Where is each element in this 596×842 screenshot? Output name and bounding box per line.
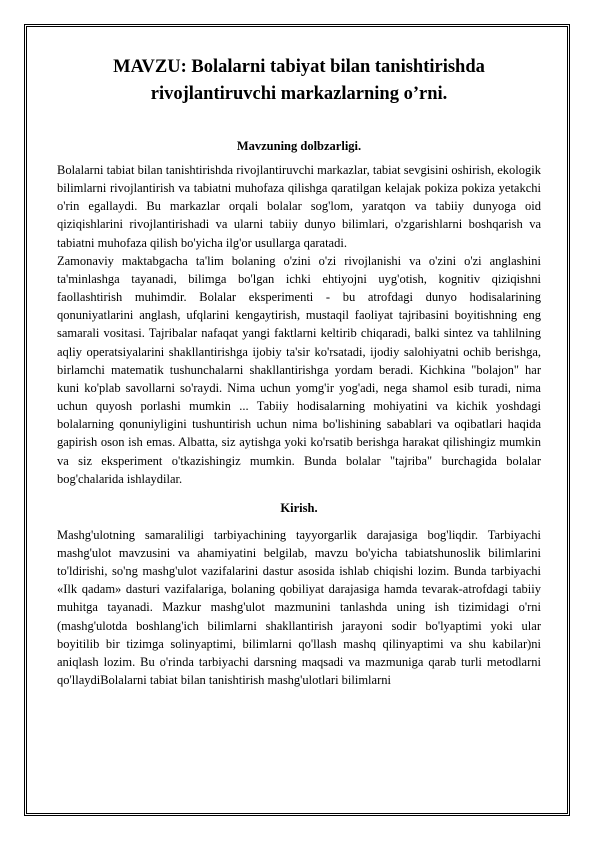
section-heading-relevance: Mavzuning dolbzarligi. xyxy=(236,139,362,153)
paragraph-modern-education: Zamonaviy maktabgacha ta'lim bolaning o'zini o'zi rivojlanishi va o'zini o'zi anglashini ta'minlashga tayanadi, bilimga bo'lgan ichki ehtiyojni uyg'otish, kognitiv qiziqishni faollashtirish muhimdir. Bolalar eksperimenti - bu atrofdagi dunyo hodisalarining qonuniyatlarini anglash, ufqlarini kengaytirish, mustaqil faoliyat tajribasini boyitishning eng samarali vositasi. Tajribalar nafaqat yangi faktlarni keltirib chiqaradi, balki sintez va tahlilning aqliy operatsiyalarini shakllantirishga ijobiy ta'sir ko'rsatadi, ijodiy salohiyatni ochib berishga, birlamchi matematik tushunchalarni shakllantirishga yordam beradi. Kichkina "bolajon" har kuni ko'plab savollarni so'raydi. Nima uchun yomg'ir yog'adi, nega shamol esib turadi, nima uchun quyosh porlashi mumkin ... Tabiiy hodisalarning mohiyatini va kichik yoshdagi bolalarning qonuniyligini tushuntirish uchun nima bo'lishining sabablari va oqibatlari haqida gapirish oson ish emas. Albatta, siz aytishga yoki ko'rsatib berishga harakat qilishingiz mumkin va siz eksperiment o'tkazishingiz mumkin. Bunda bolalar "tajriba" burchagida bolalar bog'chalarida ishlaydilar. xyxy=(57,253,541,486)
section-heading-introduction: Kirish. xyxy=(280,500,318,515)
document-body xyxy=(57,54,541,689)
paragraph-lesson-effectiveness: Mashg'ulotning samaraliligi tarbiyachining tayyorgarlik darajasiga bog'liqdir. Tarbiyachi mashg'ulot mavzusini va ahamiyatini belgilab, mavzu bo'yicha tabiatshunoslik bilimlarini to'ldirishi, so'ng mashg'ulot vazifalarini dastur asosida ishlab chiqishi lozim. Bunda tarbiyachi «Ilk qadam» dasturi vazifalariga, bolaning qobiliyat darajasiga hamda tevarak-atrofdagi tabiiy muhitga tayanadi. Mazkur mashg'ulot mazmunini tanlashda uning ish tizimidagi o'rni (mashg'ulotda boshlang'ich bilimlarni shakllantirish jarayoni sodir bo'lyaptimi yoki ular boyitilib bir tizimga solinyaptimi, bilimlarni qo'llash mashq qilinyaptimi va shu kabilar)ni aniqlash lozim. Bu o'rinda tarbiyachi darsning maqsadi va mazmuniga qarab turli metodlarni qo'llaydiBolalarni tabiat bilan tanishtirish mashg'ulotlari bilimlarni xyxy=(57,527,541,688)
document-title: MAVZU: Bolalarni tabiyat bilan tanishtirishda rivojlantiruvchi markazlarning o’rni. xyxy=(113,57,485,104)
paragraph-intro: Bolalarni tabiat bilan tanishtirishda rivojlantiruvchi markazlar, tabiat sevgisini oshirish, ekologik bilimlarni rivojlantirish va tabiatni muhofaza qilishga qaratilgan kelajak pokiza pokiza yetakchi o'rin egallaydi. Bu markazlar orqali bolalar sog'lom, yaratqon va tabiiy dunyoga oid qiziqishlarini rivojlantirishadi va ularni tabiiy dunyo bilimlari, o'zgarishlarni boshqarish va tabiatni muhofaza qilish bo'yicha ilg'or usullarga qaratadi. xyxy=(57,163,541,250)
